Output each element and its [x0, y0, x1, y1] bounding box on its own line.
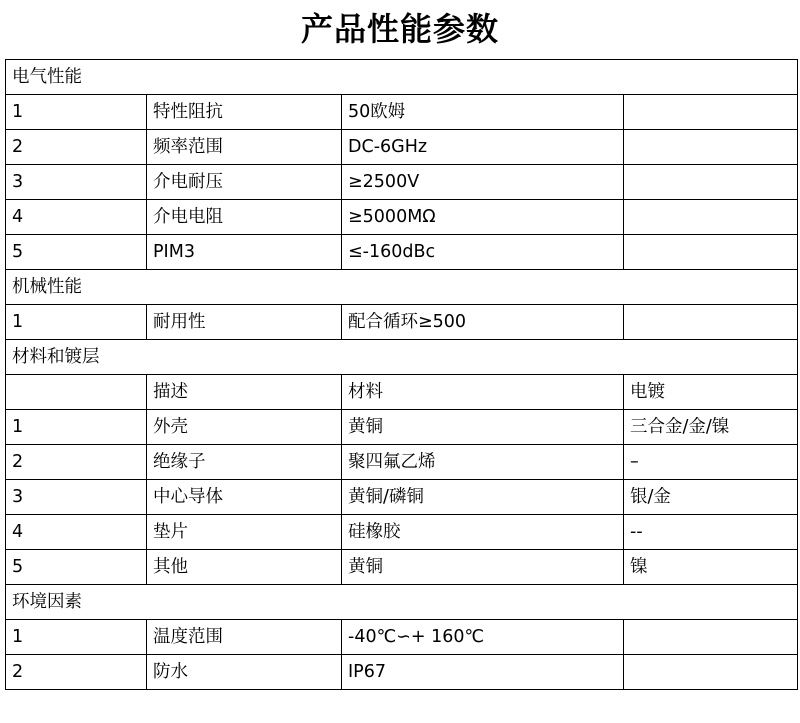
- table-row: [6, 515, 798, 550]
- item-name-cell: 防水: [147, 655, 342, 690]
- table-row: [6, 550, 798, 585]
- item-extra-cell: 三合金/金/镍: [624, 410, 798, 445]
- row-number-cell: 1: [6, 410, 147, 445]
- item-extra-cell: [624, 305, 798, 340]
- table-row: [6, 95, 798, 130]
- item-name-cell: 温度范围: [147, 620, 342, 655]
- row-number-cell: 3: [6, 480, 147, 515]
- section-heading: 材料和镀层: [6, 340, 798, 375]
- row-number-cell: 2: [6, 130, 147, 165]
- row-number-cell: 4: [6, 200, 147, 235]
- item-name-cell: 绝缘子: [147, 445, 342, 480]
- section-heading: 电气性能: [6, 60, 798, 95]
- item-name-cell: 介电电阻: [147, 200, 342, 235]
- item-value-cell: 黄铜: [342, 410, 624, 445]
- item-name-cell: 特性阻抗: [147, 95, 342, 130]
- item-name-cell: 中心导体: [147, 480, 342, 515]
- table-row: [6, 305, 798, 340]
- item-extra-cell: [624, 130, 798, 165]
- item-name-cell: 外壳: [147, 410, 342, 445]
- row-number-cell: 4: [6, 515, 147, 550]
- section-heading: 环境因素: [6, 585, 798, 620]
- section-header-row: [6, 585, 798, 620]
- item-value-cell: 黄铜/磷铜: [342, 480, 624, 515]
- row-number-cell: 2: [6, 445, 147, 480]
- item-name-cell: 介电耐压: [147, 165, 342, 200]
- item-name-cell: 其他: [147, 550, 342, 585]
- item-value-cell: IP67: [342, 655, 624, 690]
- item-value-cell: 配合循环≥500: [342, 305, 624, 340]
- item-value-cell: ≤-160dBc: [342, 235, 624, 270]
- row-number-cell: 3: [6, 165, 147, 200]
- item-value-cell: 50欧姆: [342, 95, 624, 130]
- table-row: [6, 200, 798, 235]
- item-extra-cell: –: [624, 445, 798, 480]
- item-name-cell: 耐用性: [147, 305, 342, 340]
- item-value-cell: 聚四氟乙烯: [342, 445, 624, 480]
- table-row: [6, 410, 798, 445]
- item-extra-cell: [624, 620, 798, 655]
- item-extra-cell: [624, 235, 798, 270]
- row-number-cell: 2: [6, 655, 147, 690]
- item-value-cell: 材料: [342, 375, 624, 410]
- item-value-cell: DC-6GHz: [342, 130, 624, 165]
- table-row: [6, 375, 798, 410]
- section-header-row: [6, 340, 798, 375]
- spec-table: [5, 59, 798, 690]
- item-extra-cell: [624, 200, 798, 235]
- row-number-cell: [6, 375, 147, 410]
- row-number-cell: 5: [6, 235, 147, 270]
- item-name-cell: 垫片: [147, 515, 342, 550]
- item-extra-cell: [624, 95, 798, 130]
- item-extra-cell: [624, 655, 798, 690]
- row-number-cell: 1: [6, 95, 147, 130]
- page-title: 产品性能参数: [300, 10, 499, 48]
- table-row: [6, 445, 798, 480]
- item-name-cell: 描述: [147, 375, 342, 410]
- item-name-cell: 频率范围: [147, 130, 342, 165]
- section-header-row: [6, 270, 798, 305]
- spec-table-body: [6, 60, 798, 690]
- table-row: [6, 235, 798, 270]
- item-value-cell: 硅橡胶: [342, 515, 624, 550]
- table-row: [6, 655, 798, 690]
- item-value-cell: ≥5000MΩ: [342, 200, 624, 235]
- section-heading: 机械性能: [6, 270, 798, 305]
- item-value-cell: -40℃∽+ 160℃: [342, 620, 624, 655]
- item-extra-cell: --: [624, 515, 798, 550]
- item-value-cell: ≥2500V: [342, 165, 624, 200]
- table-row: [6, 480, 798, 515]
- item-extra-cell: [624, 165, 798, 200]
- item-extra-cell: 镍: [624, 550, 798, 585]
- table-row: [6, 165, 798, 200]
- item-extra-cell: 电镀: [624, 375, 798, 410]
- item-value-cell: 黄铜: [342, 550, 624, 585]
- row-number-cell: 1: [6, 305, 147, 340]
- section-header-row: [6, 60, 798, 95]
- item-extra-cell: 银/金: [624, 480, 798, 515]
- table-row: [6, 620, 798, 655]
- table-row: [6, 130, 798, 165]
- row-number-cell: 5: [6, 550, 147, 585]
- item-name-cell: PIM3: [147, 235, 342, 270]
- row-number-cell: 1: [6, 620, 147, 655]
